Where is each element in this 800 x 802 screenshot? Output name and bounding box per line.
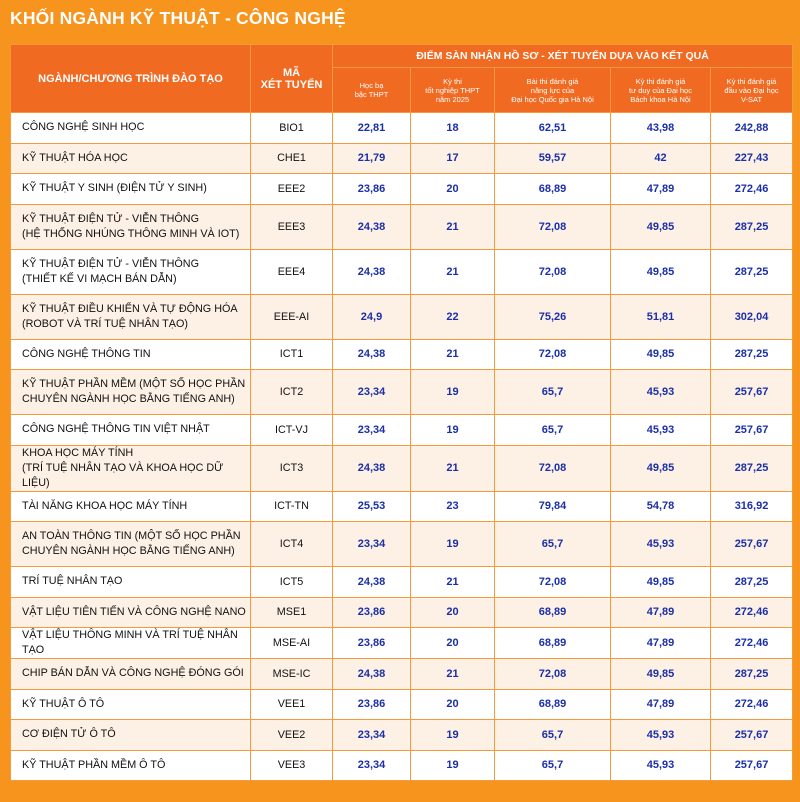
score-cell: 242,88: [711, 113, 793, 144]
score-cell: 24,38: [333, 204, 411, 249]
table-row: [11, 750, 793, 781]
score-cell: 49,85: [611, 445, 711, 491]
header-group: ĐIỂM SÀN NHẬN HỒ SƠ - XÉT TUYỂN DỰA VÀO KẾT QUẢ: [333, 45, 793, 68]
score-cell: 21: [411, 204, 495, 249]
program-name-line: KỸ THUẬT Ô TÔ: [22, 697, 105, 710]
score-cell: 21,79: [333, 143, 411, 174]
header-program: NGÀNH/CHƯƠNG TRÌNH ĐÀO TẠO: [11, 45, 251, 113]
table-row: [11, 445, 793, 491]
score-cell: 47,89: [611, 597, 711, 628]
table-row: [11, 659, 793, 690]
admission-code: VEE3: [251, 750, 333, 781]
program-name-line: CÔNG NGHỆ SINH HỌC: [22, 121, 145, 134]
score-cell: 79,84: [495, 491, 611, 522]
subheader-line: Bách khoa Hà Nội: [630, 94, 691, 104]
table-row: [11, 143, 793, 174]
subheader-col-5: [711, 68, 793, 113]
score-cell: 65,7: [495, 415, 611, 446]
admission-code: ICT-VJ: [251, 415, 333, 446]
score-cell: 287,25: [711, 567, 793, 598]
program-name-line: CHUYÊN NGÀNH HỌC BẰNG TIẾNG ANH): [22, 545, 235, 557]
admission-code: MSE-AI: [251, 628, 333, 659]
program-name-line: TRÍ TUỆ NHÂN TẠO: [22, 575, 123, 588]
score-cell: 272,46: [711, 174, 793, 205]
score-table-container: [10, 44, 792, 781]
score-cell: 49,85: [611, 249, 711, 294]
admission-code: EEE-AI: [251, 294, 333, 339]
subheader-line: Kỳ thi đánh giá: [635, 76, 686, 86]
program-name: [11, 370, 251, 415]
subheader-line: bậc THPT: [354, 90, 389, 99]
subheader-col-1: [333, 68, 411, 113]
admission-code: VEE2: [251, 720, 333, 751]
score-cell: 72,08: [495, 659, 611, 690]
score-cell: 65,7: [495, 370, 611, 415]
score-cell: 24,9: [333, 294, 411, 339]
subheader-line: năng lực của: [530, 85, 575, 95]
table-row: [11, 720, 793, 751]
score-cell: 24,38: [333, 567, 411, 598]
score-cell: 24,38: [333, 339, 411, 370]
program-name-line: VẬT LIỆU THÔNG MINH VÀ TRÍ TUỆ NHÂN TẠO: [22, 629, 238, 656]
score-cell: 21: [411, 567, 495, 598]
program-name-line: KỸ THUẬT ĐIỀU KHIỂN VÀ TỰ ĐỘNG HÓA: [22, 302, 238, 315]
score-cell: 45,93: [611, 750, 711, 781]
table-row: [11, 491, 793, 522]
page-title: KHỐI NGÀNH KỸ THUẬT - CÔNG NGHỆ: [10, 8, 346, 28]
score-cell: 21: [411, 339, 495, 370]
score-cell: 20: [411, 689, 495, 720]
score-cell: 20: [411, 174, 495, 205]
score-cell: 20: [411, 597, 495, 628]
score-cell: 45,93: [611, 720, 711, 751]
admission-code: MSE1: [251, 597, 333, 628]
score-cell: 45,93: [611, 522, 711, 567]
score-cell: 65,7: [495, 720, 611, 751]
admission-code: CHE1: [251, 143, 333, 174]
subheader-line: Bài thi đánh giá: [526, 76, 579, 86]
score-cell: 45,93: [611, 370, 711, 415]
program-name-line: AN TOÀN THÔNG TIN (MỘT SỐ HỌC PHẦN: [22, 530, 241, 542]
score-table: [10, 44, 793, 781]
score-cell: 47,89: [611, 628, 711, 659]
score-cell: 287,25: [711, 445, 793, 491]
score-cell: 19: [411, 522, 495, 567]
admission-code: ICT2: [251, 370, 333, 415]
program-name: [11, 294, 251, 339]
program-name: [11, 689, 251, 720]
score-cell: 21: [411, 445, 495, 491]
admission-code: EEE2: [251, 174, 333, 205]
score-cell: 65,7: [495, 750, 611, 781]
table-row: [11, 597, 793, 628]
program-name-line: KỸ THUẬT ĐIỆN TỬ - VIỄN THÔNG: [22, 257, 199, 270]
program-name: [11, 750, 251, 781]
score-cell: 45,93: [611, 415, 711, 446]
subheader-line: Đại học Quốc gia Hà Nội: [511, 94, 594, 104]
score-cell: 24,38: [333, 249, 411, 294]
score-cell: 49,85: [611, 659, 711, 690]
score-cell: 23,86: [333, 597, 411, 628]
score-cell: 17: [411, 143, 495, 174]
program-name-line: KỸ THUẬT Y SINH (ĐIỆN TỬ Y SINH): [22, 182, 207, 195]
subheader-col-2: [411, 68, 495, 113]
subheader-line: năm 2025: [435, 94, 470, 104]
score-cell: 68,89: [495, 628, 611, 659]
table-row: [11, 339, 793, 370]
table-row: [11, 628, 793, 659]
score-cell: 54,78: [611, 491, 711, 522]
score-cell: 51,81: [611, 294, 711, 339]
score-cell: 49,85: [611, 204, 711, 249]
admission-code: ICT3: [251, 445, 333, 491]
subheader-line: Kỳ thi đánh giá: [726, 76, 777, 86]
score-cell: 287,25: [711, 249, 793, 294]
score-cell: 227,43: [711, 143, 793, 174]
subheader-line: Kỳ thi: [443, 76, 462, 86]
program-name: [11, 522, 251, 567]
subheader-line: đầu vào Đại học: [724, 85, 779, 95]
admission-code: VEE1: [251, 689, 333, 720]
program-name: [11, 597, 251, 628]
score-cell: 42: [611, 143, 711, 174]
score-cell: 22: [411, 294, 495, 339]
score-cell: 257,67: [711, 720, 793, 751]
program-name: [11, 204, 251, 249]
score-cell: 23,34: [333, 750, 411, 781]
program-name: [11, 659, 251, 690]
score-cell: 316,92: [711, 491, 793, 522]
score-cell: 72,08: [495, 567, 611, 598]
score-cell: 23: [411, 491, 495, 522]
program-name: [11, 113, 251, 144]
admission-code: ICT4: [251, 522, 333, 567]
score-cell: 23,86: [333, 689, 411, 720]
admission-code: ICT-TN: [251, 491, 333, 522]
score-cell: 257,67: [711, 415, 793, 446]
program-name-line: (ROBOT VÀ TRÍ TUỆ NHÂN TẠO): [22, 317, 188, 330]
program-name: [11, 567, 251, 598]
program-name-line: VẬT LIỆU TIÊN TIẾN VÀ CÔNG NGHỆ NANO: [22, 605, 246, 618]
score-cell: 75,26: [495, 294, 611, 339]
score-cell: 21: [411, 249, 495, 294]
program-name-line: (TRÍ TUỆ NHÂN TẠO VÀ KHOA HỌC DỮ LIỆU): [22, 461, 224, 489]
score-cell: 257,67: [711, 522, 793, 567]
subheader-col-3: [495, 68, 611, 113]
header-code: [251, 45, 333, 113]
score-cell: 49,85: [611, 339, 711, 370]
score-cell: 272,46: [711, 628, 793, 659]
header-code-line1: MÃ: [282, 66, 301, 79]
score-cell: 257,67: [711, 750, 793, 781]
program-name-line: CƠ ĐIỆN TỬ Ô TÔ: [22, 728, 116, 741]
score-cell: 72,08: [495, 445, 611, 491]
score-cell: 23,34: [333, 522, 411, 567]
score-cell: 19: [411, 370, 495, 415]
program-name-line: KỸ THUẬT PHẦN MỀM Ô TÔ: [22, 758, 166, 771]
table-row: [11, 174, 793, 205]
subheader-line: tốt nghiệp THPT: [425, 85, 480, 95]
score-cell: 47,89: [611, 174, 711, 205]
subheader-line: Học bạ: [359, 81, 384, 90]
table-body: [11, 113, 793, 781]
table-row: [11, 522, 793, 567]
table-row: [11, 567, 793, 598]
score-cell: 19: [411, 415, 495, 446]
table-row: [11, 415, 793, 446]
score-cell: 47,89: [611, 689, 711, 720]
program-name: [11, 174, 251, 205]
program-name: [11, 445, 251, 491]
score-cell: 25,53: [333, 491, 411, 522]
program-name: [11, 143, 251, 174]
admission-code: MSE-IC: [251, 659, 333, 690]
score-cell: 62,51: [495, 113, 611, 144]
subheader-col-4: [611, 68, 711, 113]
score-cell: 59,57: [495, 143, 611, 174]
score-cell: 22,81: [333, 113, 411, 144]
program-name-line: KỸ THUẬT HÓA HỌC: [22, 151, 128, 164]
program-name-line: KỸ THUẬT PHẦN MỀM (MỘT SỐ HỌC PHẦN: [22, 378, 246, 390]
program-name-line: KỸ THUẬT ĐIỆN TỬ - VIỄN THÔNG: [22, 212, 199, 225]
program-name-line: KHOA HỌC MÁY TÍNH: [22, 446, 134, 459]
table-row: [11, 113, 793, 144]
score-cell: 21: [411, 659, 495, 690]
admission-code: ICT1: [251, 339, 333, 370]
table-row: [11, 204, 793, 249]
score-cell: 72,08: [495, 204, 611, 249]
subheader-line: tư duy của Đại học: [629, 85, 692, 95]
score-cell: 68,89: [495, 174, 611, 205]
admission-code: ICT5: [251, 567, 333, 598]
score-cell: 287,25: [711, 659, 793, 690]
score-cell: 257,67: [711, 370, 793, 415]
program-name: [11, 628, 251, 659]
score-cell: 23,86: [333, 628, 411, 659]
program-name-line: CÔNG NGHỆ THÔNG TIN VIỆT NHẬT: [22, 423, 210, 436]
table-row: [11, 249, 793, 294]
score-cell: 24,38: [333, 445, 411, 491]
score-cell: 302,04: [711, 294, 793, 339]
score-cell: 24,38: [333, 659, 411, 690]
program-name: [11, 415, 251, 446]
score-cell: 272,46: [711, 689, 793, 720]
score-cell: 23,86: [333, 174, 411, 205]
table-row: [11, 370, 793, 415]
score-cell: 287,25: [711, 339, 793, 370]
score-cell: 23,34: [333, 720, 411, 751]
subheader-line: V-SAT: [740, 94, 763, 104]
program-name-line: TÀI NĂNG KHOA HỌC MÁY TÍNH: [22, 499, 188, 512]
score-cell: 272,46: [711, 597, 793, 628]
admission-code: EEE3: [251, 204, 333, 249]
score-cell: 72,08: [495, 339, 611, 370]
score-cell: 19: [411, 720, 495, 751]
score-cell: 287,25: [711, 204, 793, 249]
table-row: [11, 294, 793, 339]
program-name: [11, 249, 251, 294]
program-name: [11, 339, 251, 370]
score-cell: 23,34: [333, 370, 411, 415]
header-code-line2: XÉT TUYỂN: [260, 78, 323, 91]
score-cell: 19: [411, 750, 495, 781]
program-name-line: (HỆ THỐNG NHÚNG THÔNG MINH VÀ IOT): [22, 227, 240, 240]
score-cell: 72,08: [495, 249, 611, 294]
score-cell: 23,34: [333, 415, 411, 446]
program-name-line: (THIẾT KẾ VI MẠCH BÁN DẪN): [22, 272, 177, 285]
admission-code: EEE4: [251, 249, 333, 294]
program-name-line: CHIP BÁN DẪN VÀ CÔNG NGHỆ ĐÓNG GÓI: [22, 667, 244, 680]
program-name-line: CÔNG NGHỆ THÔNG TIN: [22, 347, 151, 360]
score-cell: 49,85: [611, 567, 711, 598]
score-cell: 68,89: [495, 597, 611, 628]
score-cell: 68,89: [495, 689, 611, 720]
program-name-line: CHUYÊN NGÀNH HỌC BẰNG TIẾNG ANH): [22, 393, 235, 405]
table-row: [11, 689, 793, 720]
score-cell: 65,7: [495, 522, 611, 567]
score-cell: 43,98: [611, 113, 711, 144]
admission-code: BIO1: [251, 113, 333, 144]
score-cell: 20: [411, 628, 495, 659]
score-cell: 18: [411, 113, 495, 144]
program-name: [11, 720, 251, 751]
program-name: [11, 491, 251, 522]
